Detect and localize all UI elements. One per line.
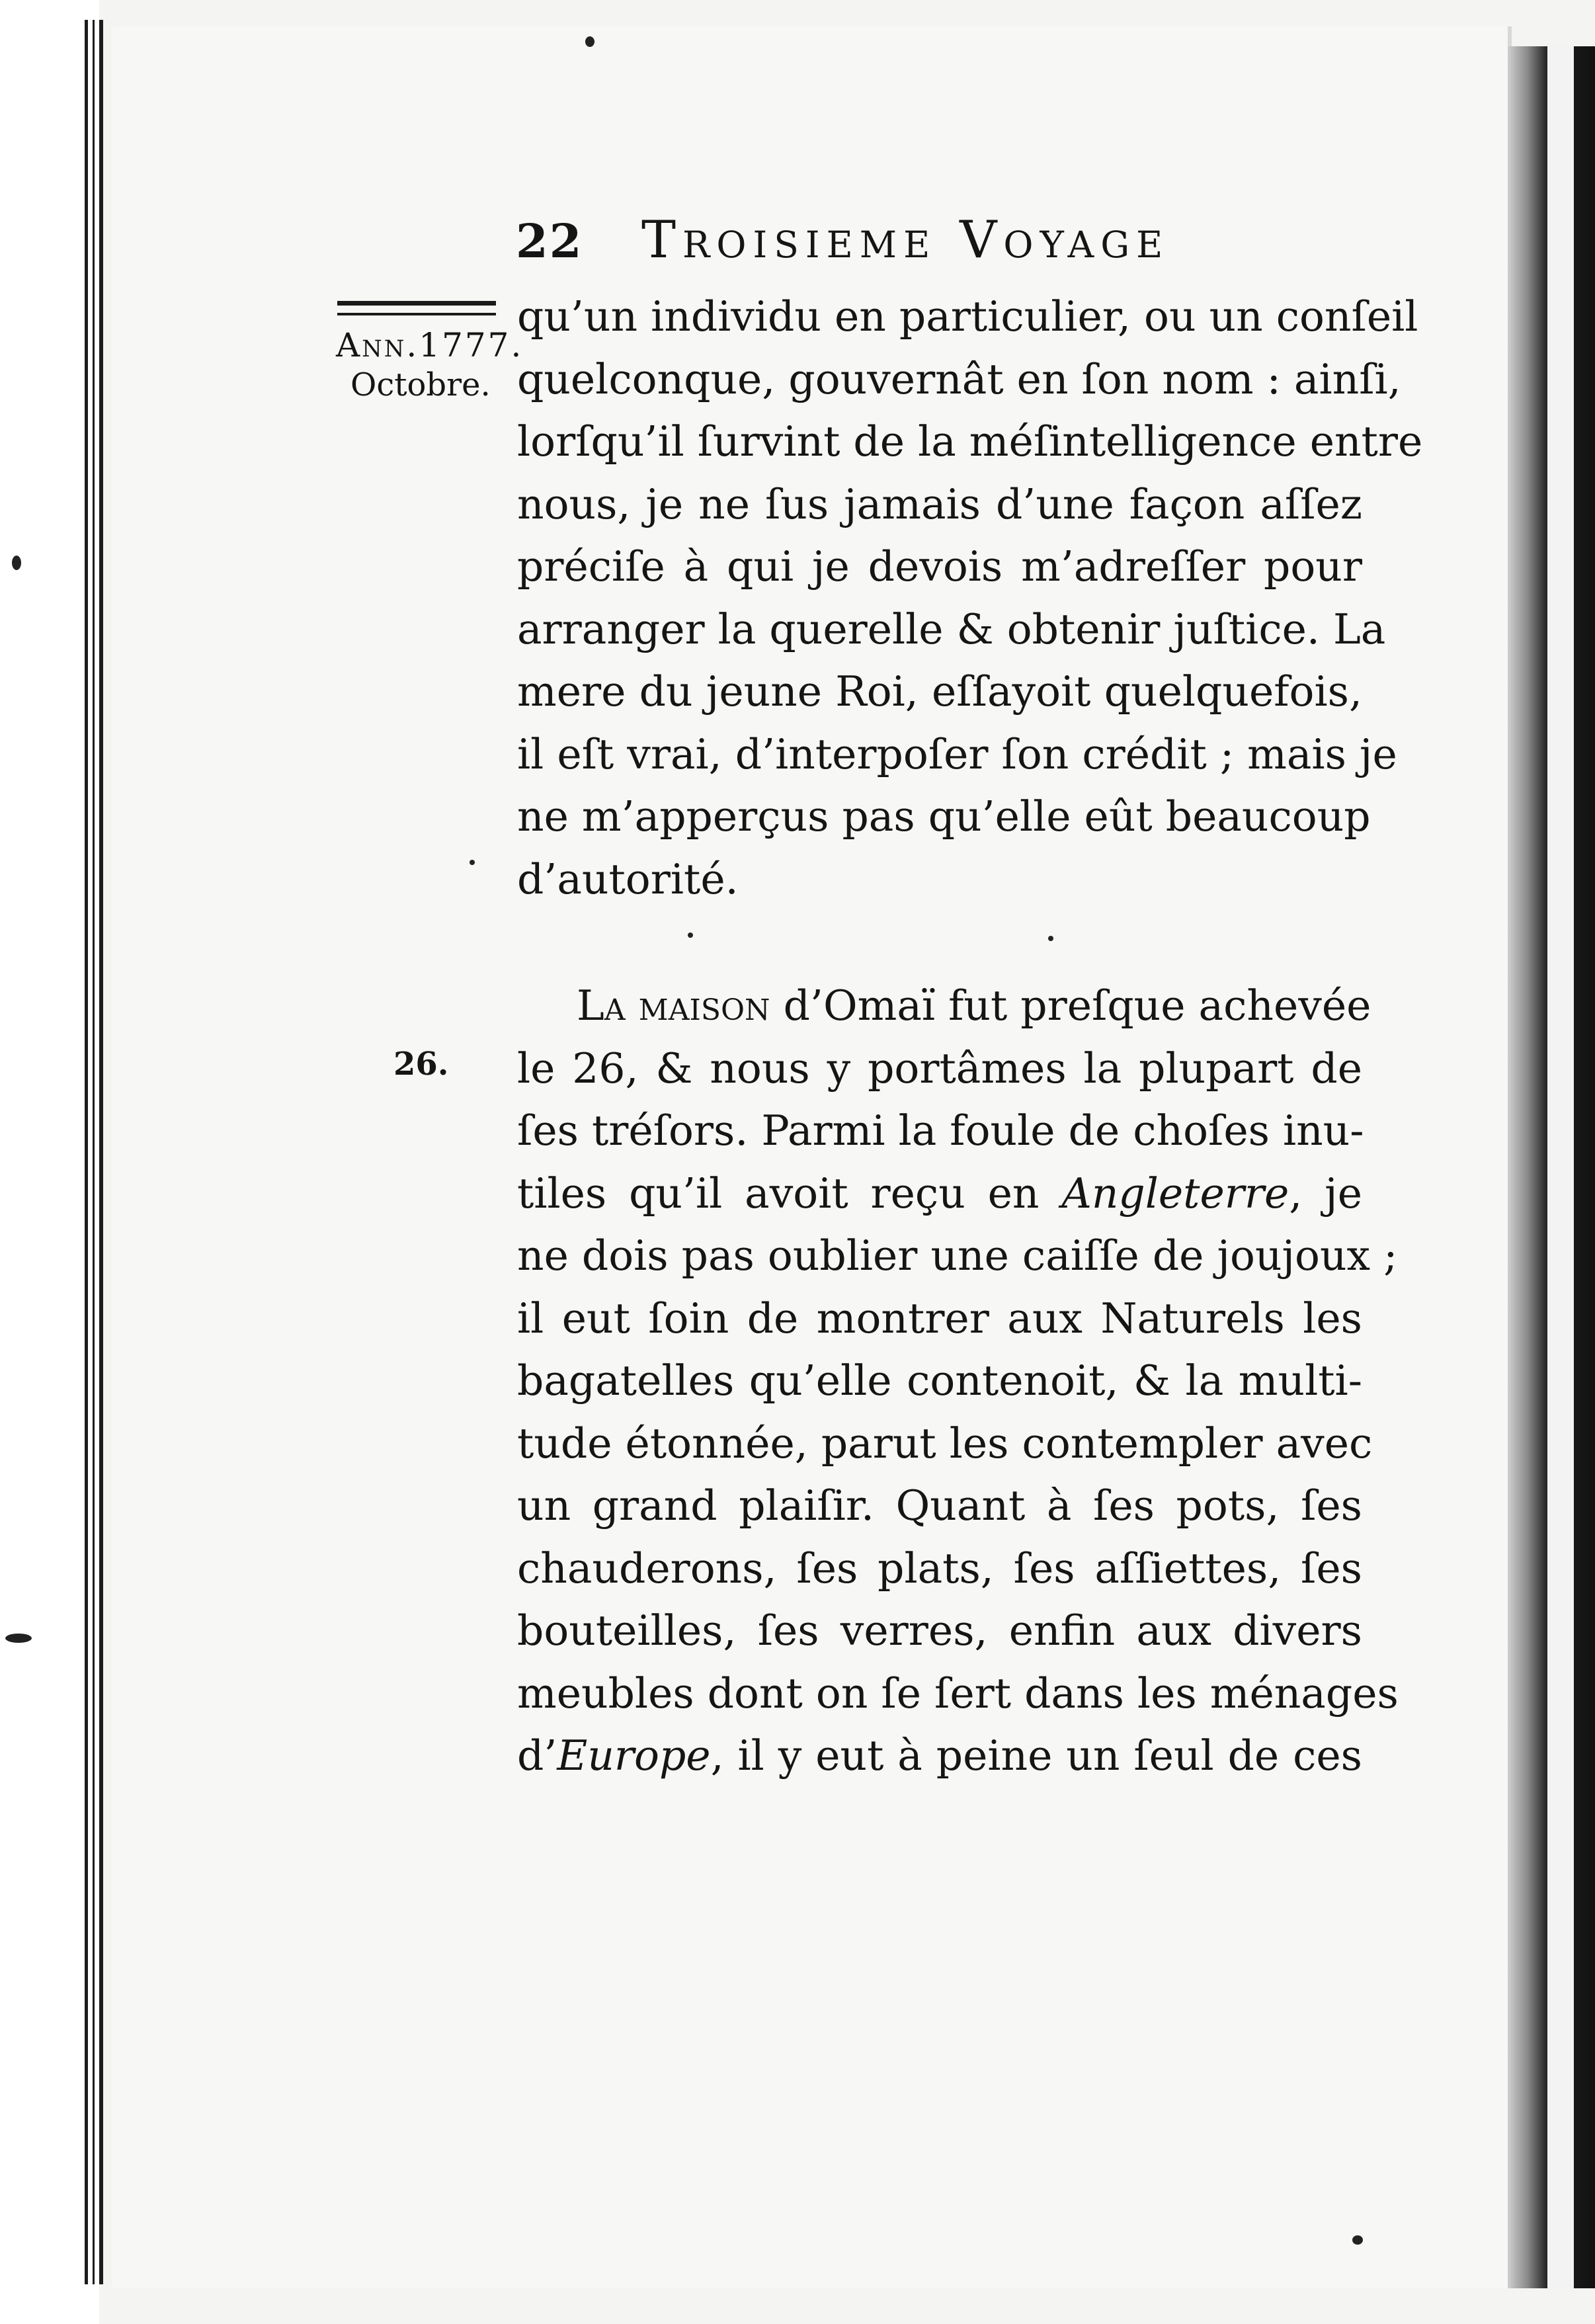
ink-speck bbox=[5, 1634, 32, 1643]
text-line: quelconque, gouvernât en ſon nom : ainſi, bbox=[517, 354, 1401, 403]
text-line: bouteilles, ſes verres, enfin aux divers bbox=[517, 1606, 1362, 1655]
ink-speck bbox=[688, 933, 693, 938]
running-title: Troisieme Voyage bbox=[641, 210, 1170, 270]
text-run: , je bbox=[1289, 1169, 1362, 1218]
ink-speck bbox=[585, 36, 594, 47]
text-line: chauderons, ſes plats, ſes aſſiettes, ſes bbox=[517, 1544, 1362, 1593]
ink-speck bbox=[470, 860, 475, 865]
text-line bbox=[517, 1725, 1362, 1788]
text-line: lorſqu’il ſurvint de la méſintelligence entre bbox=[517, 417, 1423, 466]
binding-rule bbox=[93, 20, 95, 2284]
text-line: ne dois pas oublier une caiſſe de joujoux ; bbox=[517, 1231, 1398, 1280]
text-line: il eſt vrai, d’interpoſer ſon crédit ; mais je bbox=[517, 729, 1397, 778]
text-line: qu’un individu en particulier, ou un conſeil bbox=[517, 292, 1418, 341]
text-line: arranger la querelle & obtenir juſtice. La bbox=[517, 604, 1386, 653]
small-caps-lead: La maison bbox=[577, 981, 770, 1030]
paragraph-2 bbox=[517, 975, 1399, 1788]
text-line: bagatelles qu’elle contenoit, & la multi- bbox=[517, 1356, 1362, 1405]
ink-speck bbox=[1048, 936, 1053, 941]
text-run: d’ bbox=[517, 1731, 557, 1780]
page-edge-shadow bbox=[1508, 46, 1595, 2288]
text-run: , il y eut à peine un ſeul de ces bbox=[710, 1731, 1362, 1780]
margin-month: Octobre. bbox=[350, 366, 491, 403]
text-line: le 26, & nous y portâmes la plupart de bbox=[517, 1044, 1362, 1093]
text-line: ne m’apperçus pas qu’elle eût beaucoup bbox=[517, 792, 1371, 841]
italic-place-name: Europe bbox=[557, 1731, 711, 1780]
paragraph-1 bbox=[517, 286, 1423, 911]
binding-edge bbox=[0, 0, 99, 2324]
margin-year: Ann.1777. bbox=[336, 326, 524, 364]
running-head bbox=[516, 210, 1243, 276]
text-run: tiles qu’il avoit reçu en bbox=[517, 1169, 1040, 1218]
text-line: meubles dont on ſe ſert dans les ménages bbox=[517, 1669, 1399, 1718]
italic-place-name: Angleterre bbox=[1061, 1169, 1289, 1218]
text-line bbox=[517, 975, 1371, 1038]
text-line: préciſe à qui je devois m’adreſſer pour bbox=[517, 542, 1362, 591]
text-line: d’autorité. bbox=[517, 854, 739, 903]
text-line bbox=[517, 1163, 1362, 1225]
text-line: mere du jeune Roi, eſſayoit quelquefois, bbox=[517, 667, 1362, 716]
binding-rule bbox=[85, 20, 88, 2284]
binding-rule bbox=[99, 20, 103, 2284]
ink-speck bbox=[12, 556, 21, 570]
adjacent-page-strip bbox=[1547, 46, 1574, 2288]
margin-day: 26. bbox=[393, 1046, 449, 1083]
ink-speck bbox=[1352, 2235, 1363, 2245]
page-number: 22 bbox=[516, 214, 583, 269]
text-line: un grand plaiſir. Quant à ſes pots, ſes bbox=[517, 1481, 1362, 1530]
text-line: nous, je ne ſus jamais d’une façon aſſez bbox=[517, 479, 1362, 528]
text-line: il eut ſoin de montrer aux Naturels les bbox=[517, 1294, 1362, 1343]
text-run: d’Omaï fut preſque achevée bbox=[770, 981, 1371, 1030]
text-line: ſes tréſors. Parmi la foule de choſes inu- bbox=[517, 1106, 1364, 1155]
text-line: tude étonnée, parut les contempler avec bbox=[517, 1419, 1373, 1468]
margin-double-rule bbox=[337, 301, 496, 315]
